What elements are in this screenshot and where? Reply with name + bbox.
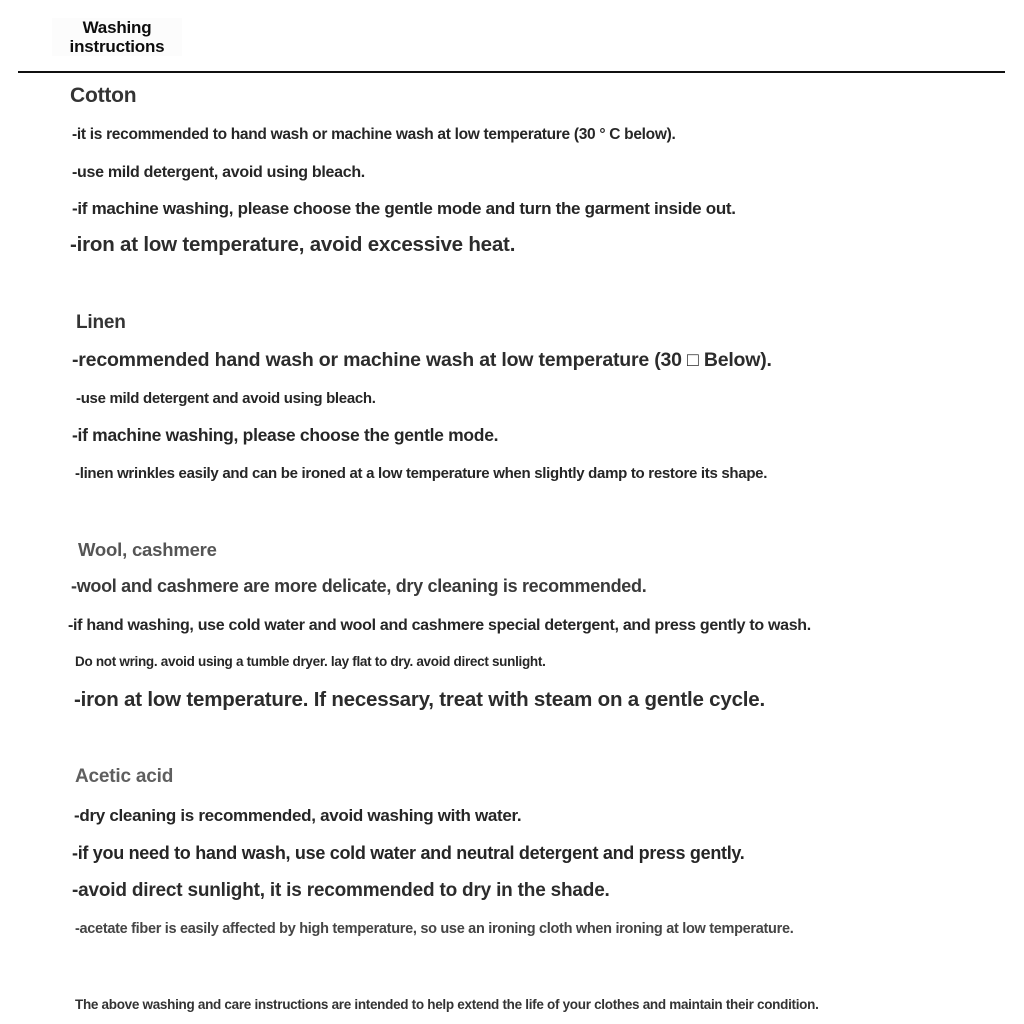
page-title-line1: Washing — [82, 18, 152, 37]
page-title-line2: instructions — [69, 37, 165, 56]
instruction-line: -if hand washing, use cold water and wool and cashmere special detergent, and press gently to wash. — [68, 617, 811, 634]
header-divider — [18, 71, 1005, 73]
section-heading-cotton: Cotton — [70, 84, 137, 107]
footer-note: The above washing and care instructions are intended to help extend the life of your clothes and maintain their condition. — [75, 997, 819, 1012]
instruction-line: -acetate fiber is easily affected by high temperature, so use an ironing cloth when ironing at low temperature. — [75, 921, 794, 937]
instruction-line: -linen wrinkles easily and can be ironed at a low temperature when slightly damp to restore its shape. — [75, 465, 768, 482]
instruction-line: -recommended hand wash or machine wash at low temperature (30 □ Below). — [72, 349, 772, 371]
instruction-line: -iron at low temperature. If necessary, treat with steam on a gentle cycle. — [74, 688, 765, 711]
instruction-line: Do not wring. avoid using a tumble dryer. lay flat to dry. avoid direct sunlight. — [75, 654, 546, 669]
instruction-line: -use mild detergent, avoid using bleach. — [72, 164, 365, 181]
instruction-line: -if you need to hand wash, use cold water and neutral detergent and press gently. — [72, 843, 745, 863]
section-heading-acetic-acid: Acetic acid — [75, 766, 174, 787]
instruction-line: -iron at low temperature, avoid excessive heat. — [70, 233, 516, 256]
page-title — [52, 18, 182, 56]
instruction-line: -avoid direct sunlight, it is recommended to dry in the shade. — [72, 880, 610, 901]
instruction-line: -dry cleaning is recommended, avoid washing with water. — [74, 806, 522, 825]
section-heading-wool-cashmere: Wool, cashmere — [78, 539, 217, 560]
instruction-line: -use mild detergent and avoid using bleach. — [76, 390, 376, 407]
instruction-line: -if machine washing, please choose the gentle mode and turn the garment inside out. — [72, 199, 736, 218]
section-heading-linen: Linen — [76, 312, 126, 333]
instruction-line: -it is recommended to hand wash or machine wash at low temperature (30 ° C below). — [72, 126, 676, 143]
instruction-line: -if machine washing, please choose the gentle mode. — [72, 425, 499, 445]
instruction-line: -wool and cashmere are more delicate, dry cleaning is recommended. — [71, 576, 647, 596]
